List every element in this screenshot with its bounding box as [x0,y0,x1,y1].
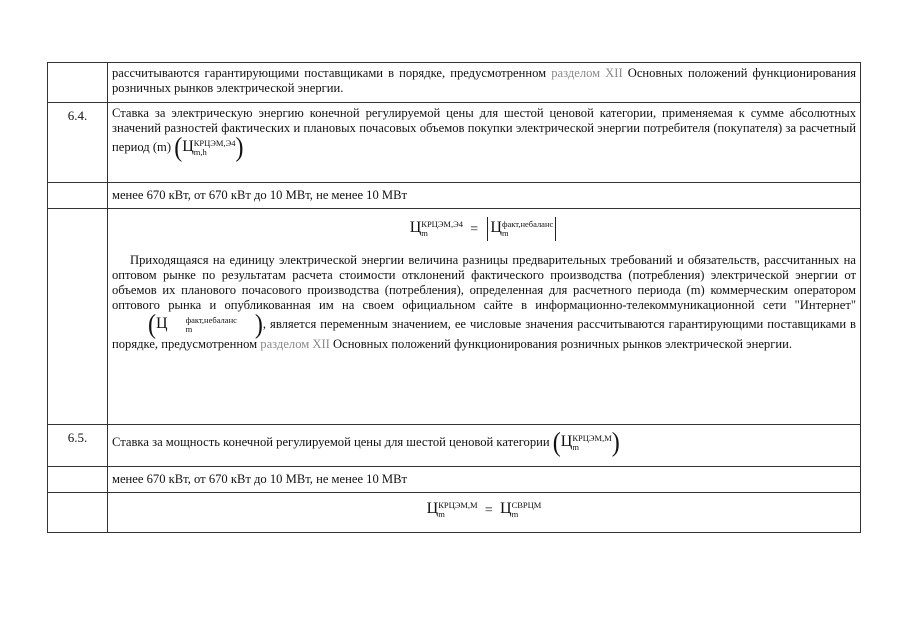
formula-symbol: Ц [409,218,422,236]
formula-symbol: Ц [182,137,194,155]
formula-superscript: факт,небаланс [185,315,237,325]
row-number-cell [48,209,108,425]
paragraph-text: , является переменным значением, ее числовые значения рассчитываются гарантирующими поставщиками в порядке, предусмотренном [112,316,856,351]
paragraph-text: Ставка за электрическую энергию конечной регулируемой цены для шестой ценовой категории, применяемая к сумме абсолютных значений разностей фактических и плановых почасовых объемов покупки электрической энергии потребителя (покупателя) за расчетный период (m) [112,106,856,154]
formula-superscript: КРЦЭМ,М [572,433,612,443]
table-row [48,183,861,209]
section-xii-link[interactable]: разделом XII [260,337,330,351]
power-price-equation [108,493,860,525]
row-number-cell [48,467,108,493]
row-text-cell [108,209,861,425]
row-number: 6.5. [67,430,88,445]
row-text-cell [108,493,861,533]
formula-subscript: m [438,509,445,520]
formula-subscript: m,h [193,147,207,157]
row-number-cell [48,183,108,209]
formula-superscript: КРЦЭМ,М [438,500,478,511]
document-table [47,62,861,533]
row-number-cell [48,103,108,183]
power-range-text: менее 670 кВт, от 670 кВт до 10 МВт, не менее 10 МВт [112,188,408,202]
table-row [48,467,861,493]
row-text-cell [108,103,861,183]
row-number-cell [48,425,108,467]
formula-symbol: Ц [560,432,573,450]
section-xii-link[interactable]: разделом XII [551,66,623,80]
formula-symbol: Ц [426,500,439,517]
table-row [48,425,861,467]
equals-sign: = [470,221,479,237]
row-text-cell [108,183,861,209]
price-formula: (Ц КРЦЭМ,М m ) [552,428,620,458]
formula-symbol: Ц [490,218,502,236]
formula-symbol: Ц [156,314,168,332]
row-number-cell [48,493,108,533]
table-row [48,493,861,533]
row-text-cell [108,425,861,467]
power-range-text: менее 670 кВт, от 670 кВт до 10 МВт, не менее 10 МВт [112,472,408,486]
formula-symbol: Ц [500,500,512,517]
table-row [48,209,861,425]
equals-sign: = [484,502,493,518]
price-formula: (Ц КРЦЭМ,Э4 m,h ) [174,133,244,163]
formula-subscript: m [185,324,193,334]
formula-superscript: КРЦЭМ,Э4 [193,138,236,148]
formula-subscript: m [501,228,509,238]
formula-subscript: m [421,228,428,238]
row-number: 6.4. [67,108,88,123]
formula-subscript: m [511,509,519,520]
table-row [48,103,861,183]
row-text-cell [108,467,861,493]
paragraph-text: Основных положений функционирования розничных рынков электрической энергии. [329,337,793,351]
paragraph-text: Ставка за мощность конечной регулируемой цены для шестой ценовой категории [112,434,550,449]
abs-bar-left [487,217,488,241]
row-text-cell [108,63,861,103]
inline-formula: (Ц факт,небаланс m ) [148,310,263,340]
paragraph-text: Приходящаяся на единицу электрической энергии величина разницы предварительных требований и обязательств, рассчитанных на оптовом рынке по результатам расчета стоимости отклонений фактического производства (потребления) электрической энергии от объемов их планового почасового производства (потребления), определенная для расчетного периода (m) коммерческим оператором оптового рынка и опубликованная им на своем официальном сайте в информационно-телекоммуникационной сети "Интернет" [112,253,856,312]
formula-subscript: m [572,442,579,452]
paragraph-text: Основных положений функционирования розничных рынков электрической энергии. [112,66,856,95]
table-row [48,63,861,103]
formula-superscript: факт,небаланс [501,219,554,229]
abs-bar-right [555,217,556,241]
formula-superscript: КРЦЭМ,Э4 [421,219,463,229]
paragraph-text: рассчитываются гарантирующими поставщиками в порядке, предусмотренном [112,66,552,80]
row-number-cell [48,63,108,103]
formula-superscript: СВРЦМ [511,500,542,511]
price-equation [108,209,860,251]
